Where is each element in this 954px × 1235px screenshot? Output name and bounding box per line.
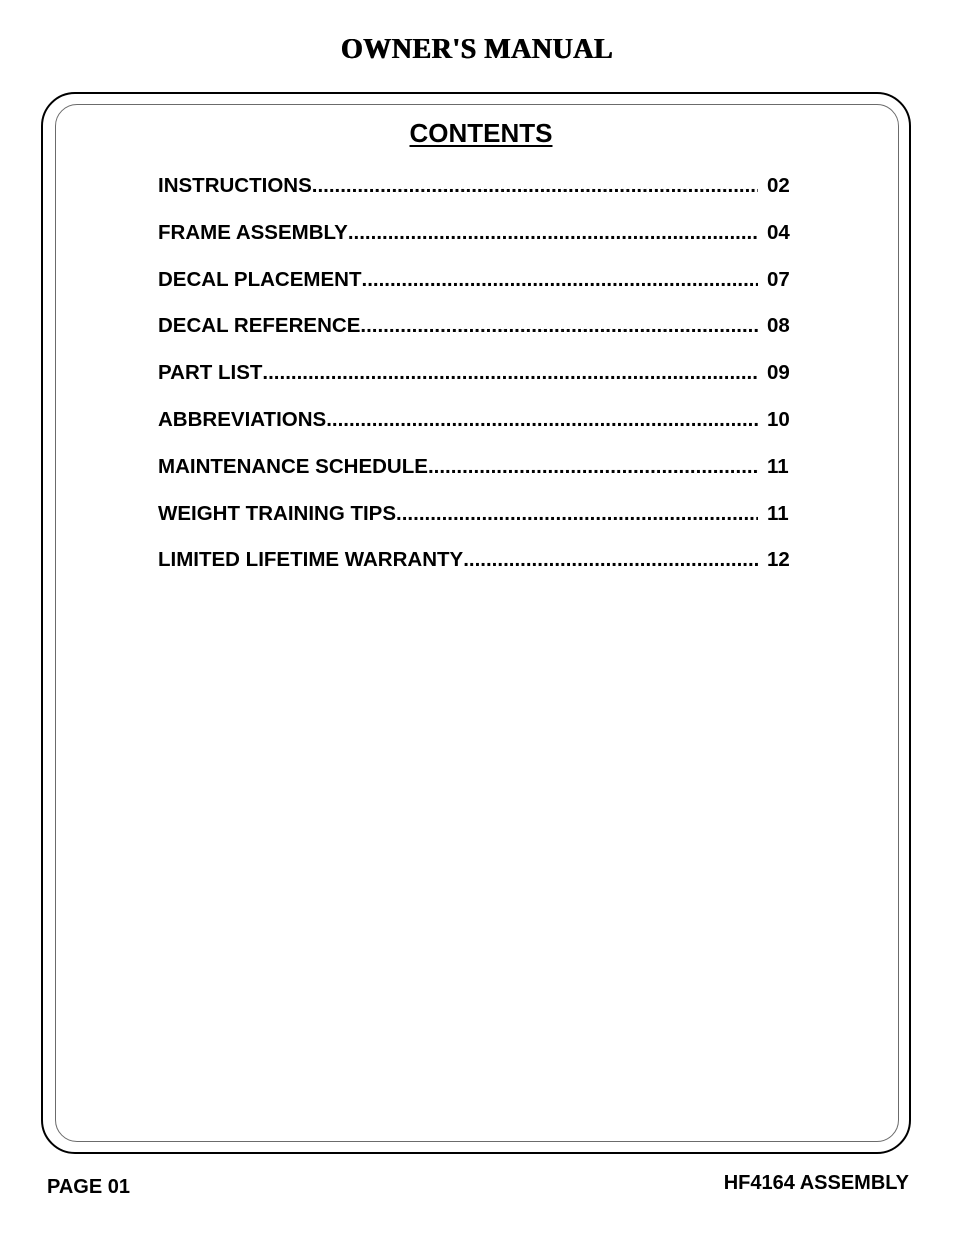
toc-entry-page: 11 <box>767 454 789 478</box>
toc-entry-label: FRAME ASSEMBLY <box>158 220 348 244</box>
document-title: OWNER'S MANUAL <box>340 34 614 65</box>
footer-page-number: PAGE 01 <box>47 1176 130 1198</box>
toc-entry-label: LIMITED LIFETIME WARRANTY <box>158 548 464 572</box>
toc-entry-label: INSTRUCTIONS <box>158 174 312 197</box>
toc-dot-leader <box>463 548 758 572</box>
toc-entry-page: 02 <box>767 174 790 197</box>
toc-entry-page: 10 <box>767 407 790 431</box>
toc-dot-leader <box>262 361 758 385</box>
toc-entry-decal-placement <box>158 268 792 315</box>
toc-entry-page: 11 <box>767 501 789 525</box>
toc-entry-abbreviations <box>158 408 792 455</box>
toc-dot-leader <box>326 408 758 432</box>
toc-dot-leader <box>396 502 758 526</box>
toc-entry-label: PART LIST <box>158 361 263 385</box>
toc-entry-page: 07 <box>767 267 790 291</box>
toc-dot-leader <box>360 314 758 338</box>
footer-model-label: HF4164 ASSEMBLY <box>723 1172 909 1194</box>
toc-entry-page: 08 <box>767 314 790 338</box>
toc-entry-maintenance-schedule <box>158 455 792 502</box>
toc-entry-page: 09 <box>767 361 790 385</box>
toc-entry-frame-assembly <box>158 221 792 268</box>
toc-dot-leader <box>362 268 759 292</box>
toc-entry-limited-lifetime-warranty <box>158 548 792 595</box>
toc-entry-label: DECAL REFERENCE <box>158 314 361 338</box>
toc-entry-label: WEIGHT TRAINING TIPS <box>158 501 397 525</box>
toc-entry-part-list <box>158 361 792 408</box>
toc-entry-label: DECAL PLACEMENT <box>158 267 362 291</box>
contents-heading: CONTENTS <box>409 118 553 148</box>
toc-dot-leader <box>312 174 758 198</box>
toc-entry-label: ABBREVIATIONS <box>158 407 327 431</box>
toc-entry-instructions <box>158 174 792 221</box>
toc-entry-page: 12 <box>767 548 790 572</box>
toc-entry-page: 04 <box>767 220 790 244</box>
table-of-contents <box>158 174 792 595</box>
toc-entry-weight-training-tips <box>158 502 792 549</box>
toc-dot-leader <box>428 455 758 479</box>
toc-entry-decal-reference <box>158 314 792 361</box>
toc-entry-label: MAINTENANCE SCHEDULE <box>158 454 428 478</box>
toc-dot-leader <box>348 221 758 245</box>
